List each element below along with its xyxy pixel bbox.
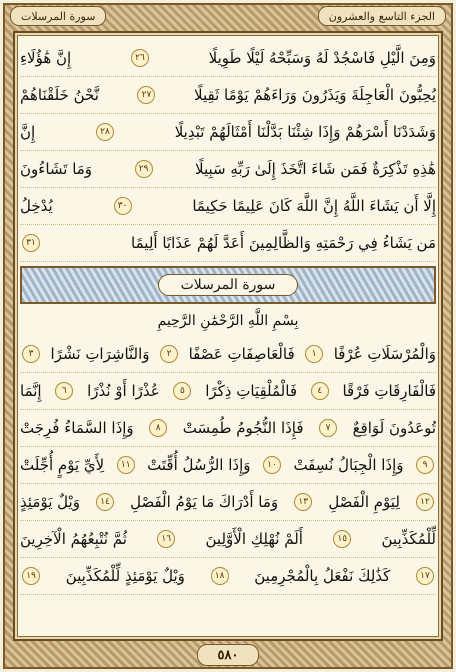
ayah-marker: ٢٨ [96,123,114,141]
text-line [20,114,436,151]
ayah-marker: ٢٦ [131,49,149,67]
verse-text: فَالْعَاصِفَاتِ عَصْفًا [188,345,295,363]
quran-text [20,40,436,634]
verse-text: فَإِذَا النُّجُومُ طُمِسَتْ [182,419,304,437]
verse-text: وَمَا تَشَاءُونَ [20,160,93,178]
verse-text: إِنَّمَا [20,382,42,400]
text-line [20,336,436,373]
verse-text: تُوعَدُونَ لَوَاقِعٌ [352,419,436,437]
text-line [20,151,436,188]
ayah-marker: ١٣ [294,493,312,511]
ayah-marker: ١٧ [416,567,434,585]
surah-banner [20,266,436,304]
verse-text: ثُمَّ نُتْبِعُهُمُ الْآخِرِينَ [20,530,127,548]
verse-text: إِنَّ [20,123,36,141]
verse-text: يُحِبُّونَ الْعَاجِلَةَ وَيَذَرُونَ وَرَاءَهُمْ يَوْمًا ثَقِيلًا [194,86,436,104]
verse-text: وَشَدَدْنَا أَسْرَهُمْ وَإِذَا شِئْنَا بَدَّلْنَا أَمْثَالَهُمْ تَبْدِيلًا [174,123,436,141]
verse-text: وَيْلٌ يَوْمَئِذٍ لِّلْمُكَذِّبِينَ [65,567,185,585]
ayah-marker: ٩ [416,456,434,474]
juz-label: الجزء التاسع والعشرون [318,6,446,26]
surah-banner-title: سورة المرسلات [158,274,299,296]
verse-text: وَإِذَا الرُّسُلُ أُقِّتَتْ [147,456,251,474]
ayah-marker: ١٩ [22,567,40,585]
text-line [20,558,436,595]
verse-text: كَذَٰلِكَ نَفْعَلُ بِالْمُجْرِمِينَ [254,567,391,585]
verse-text: وَالنَّاشِرَاتِ نَشْرًا [50,345,150,363]
text-line [20,77,436,114]
verses-top [20,40,436,262]
verse-text: لِّلْمُكَذِّبِينَ [381,530,436,548]
page-number: ٥٨٠ [197,644,259,666]
verse-text: مَن يَشَاءُ فِي رَحْمَتِهِ وَالظَّالِمِينَ أَعَدَّ لَهُمْ عَذَابًا أَلِيمًا [131,234,436,252]
verse-text: هَٰذِهِ تَذْكِرَةٌ فَمَن شَاءَ اتَّخَذَ إِلَىٰ رَبِّهِ سَبِيلًا [195,160,436,178]
text-line [20,521,436,558]
ayah-marker: ٦ [55,382,73,400]
text-line [20,188,436,225]
text-line [20,40,436,77]
verse-text: وَإِذَا السَّمَاءُ فُرِجَتْ [20,419,134,437]
verse-text: لِأَيِّ يَوْمٍ أُجِّلَتْ [20,456,105,474]
verses-bottom [20,336,436,595]
ayah-marker: ٥ [173,382,191,400]
ayah-marker: ٧ [319,419,337,437]
verse-text: وَإِذَا الْجِبَالُ نُسِفَتْ [293,456,404,474]
verse-text: وَيْلٌ يَوْمَئِذٍ [20,493,80,511]
basmala: بِسْمِ اللَّهِ الرَّحْمَٰنِ الرَّحِيمِ [157,313,299,329]
ayah-marker: ١٥ [333,530,351,548]
ayah-marker: ٢٩ [135,160,153,178]
verse-text: فَالْفَارِقَاتِ فَرْقًا [342,382,436,400]
verse-text: وَالْمُرْسَلَاتِ عُرْفًا [333,345,436,363]
verse-text: فَالْمُلْقِيَاتِ ذِكْرًا [205,382,297,400]
ayah-marker: ١١ [117,456,135,474]
ayah-marker: ٣١ [22,234,40,252]
ayah-marker: ١٨ [211,567,229,585]
page-header [10,5,446,27]
verse-text: يُدْخِلُ [20,197,53,215]
text-line [20,373,436,410]
verse-text: نَّحْنُ خَلَقْنَاهُمْ [20,86,99,104]
verse-text: وَمِنَ الَّيْلِ فَاسْجُدْ لَهُ وَسَبِّحْهُ لَيْلًا طَوِيلًا [208,49,436,67]
verse-text: لِيَوْمِ الْفَصْلِ [328,493,400,511]
ayah-marker: ١٠ [263,456,281,474]
ayah-marker: ٨ [149,419,167,437]
ayah-marker: ١٤ [96,493,114,511]
text-line [20,225,436,262]
ayah-marker: ١٦ [157,530,175,548]
verse-text: أَلَمْ نُهْلِكِ الْأَوَّلِينَ [205,530,303,548]
ayah-marker: ١ [305,345,323,363]
text-line [20,447,436,484]
verse-text: عُذْرًا أَوْ نُذْرًا [87,382,160,400]
surah-label: سورة المرسلات [10,6,106,26]
verse-text: إِنَّ هَٰؤُلَاءِ [20,49,72,67]
ayah-marker: ٢ [160,345,178,363]
verse-text: إِلَّا أَن يَشَاءَ اللَّهُ إِنَّ اللَّهَ كَانَ عَلِيمًا حَكِيمًا [192,197,436,215]
verse-text: وَمَا أَدْرَاكَ مَا يَوْمُ الْفَصْلِ [130,493,279,511]
ayah-marker: ٣٠ [114,197,132,215]
text-line [20,410,436,447]
ayah-marker: ٢٧ [137,86,155,104]
ayah-marker: ٣ [22,345,40,363]
ayah-marker: ٤ [311,382,329,400]
ayah-marker: ١٢ [416,493,434,511]
text-line [20,484,436,521]
